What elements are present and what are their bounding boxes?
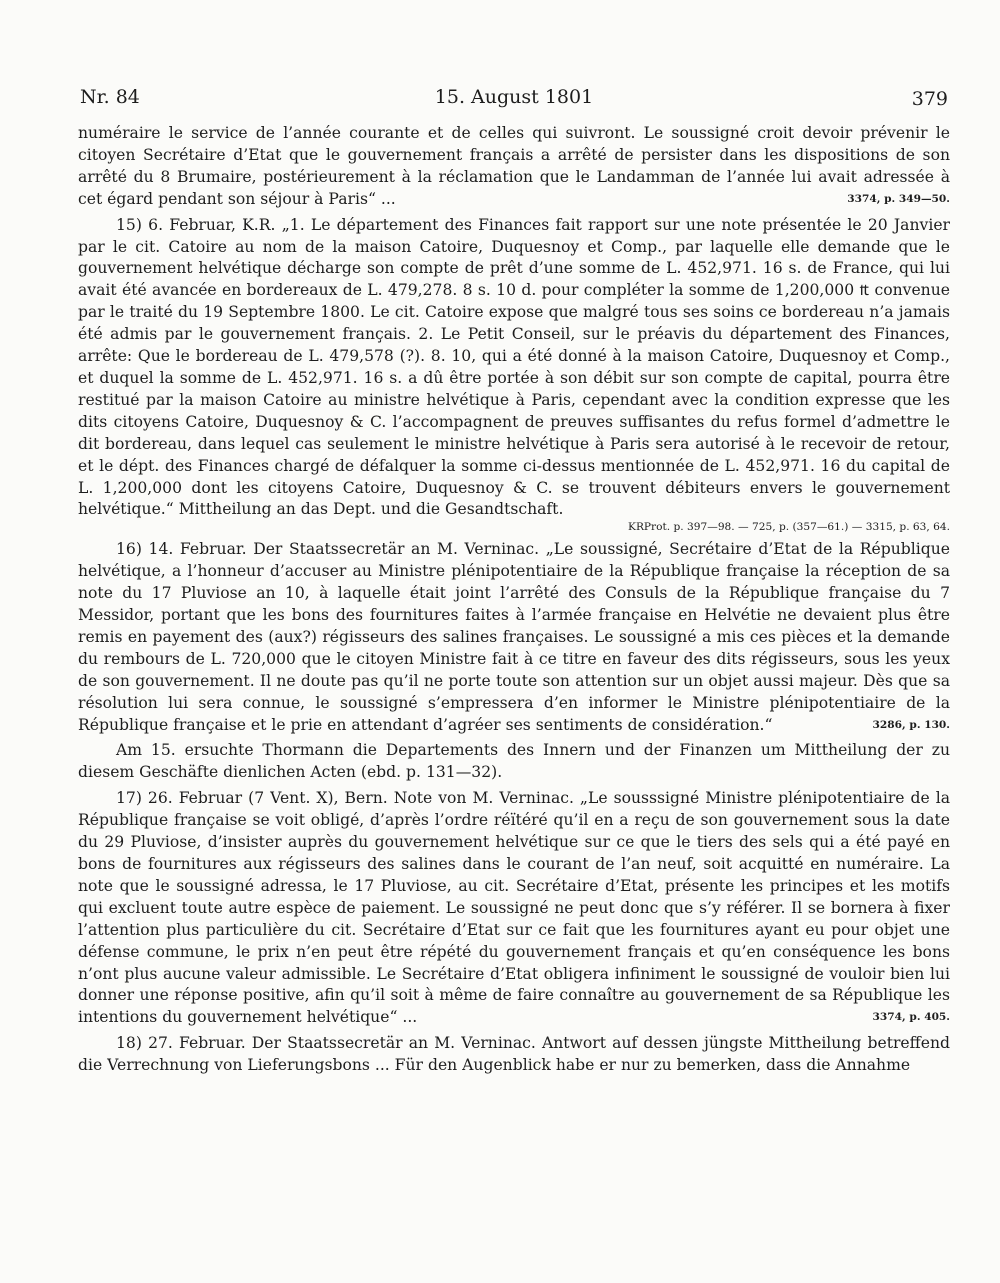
paragraph-entry-15	[78, 215, 950, 522]
paragraph-text: 15) 6. Februar, K.R. „1. Le département des Finances fait rapport sur une note présentée le 20 Janvier par le cit. Catoire au nom de la maison Catoire, Duquesnoy et Comp., par laquelle elle demande que le gouvernement helvétique décharge son compte de prêt d’une somme de L. 452,971. 16 s. de France, qui lui avait été avancée en bordereaux de L. 479,278. 8 s. 10 d. pour compléter la somme de 1,200,000 ₶ convenue par le traité du 19 Septembre 1800. Le cit. Catoire expose que malgré tous ses soins ce bordereau n’a jamais été admis par le gouvernement français. 2. Le Petit Conseil, sur le préavis du département des Finances, arrête: Que le bordereau de L. 479,578 (?). 8. 10, qui a été donné à la maison Catoire, Duquesnoy et Comp., et duquel la somme de L. 452,971. 16 s. a dû être portée à son débit sur son compte de capital, pourra être restitué par la maison Catoire au ministre helvétique à Paris, cependant avec la condition expresse que les dits citoyens Catoire, Duquesnoy & C. l’accompagnent de preuves suffisantes du refus formel d’admettre le dit bordereau, dans lequel cas seulement le ministre helvétique à Paris sera autorisé à le recevoir de retour, et le dépt. des Finances chargé de défalquer la somme ci-dessus mentionnée de L. 452,971. 16 du capital de L. 1,200,000 dont les citoyens Catoire, Duquesnoy & C. se trouvent débiteurs envers le gouvernement helvétique.“ Mittheilung an das Dept. und die Gesandtschaft.	[78, 215, 950, 519]
archive-reference: KRProt. p. 397—98. — 725, p. (357—61.) — 3315, p. 63, 64.	[628, 521, 950, 534]
document-number: Nr. 84	[80, 86, 140, 108]
archive-reference: 3374, p. 405.	[872, 1011, 950, 1024]
paragraph-text: 16) 14. Februar. Der Staatssecretär an M. Verninac. „Le soussigné, Secrétaire d’Etat de la République helvétique, a l’honneur d’accuser au Ministre plénipotentiaire de la République française la réception de sa note du 17 Pluviose an 10, à laquelle était joint l’arrêté des Consuls de la République française du 7 Messidor, portant que les bons des fournitures faites à l’armée française en Helvétie ne devaient plus être remis en payement des (aux?) régisseurs des salines françaises. Le soussigné a mis ces pièces et la demande du rembours de L. 720,000 que le citoyen Ministre fait à ce titre en faveur des dits régisseurs, sous les yeux de son gouvernement. Il ne doute pas qu’il ne porte toute son attention sur un objet aussi majeur. Dès que sa résolution lui sera connue, le soussigné s’empressera d’en informer le Ministre plénipotentiaire de la République française et le prie en attendant d’agréer ses sentiments de considération.“	[78, 540, 950, 734]
paragraph-continuation	[78, 123, 950, 211]
page-number: 379	[911, 88, 948, 110]
document-body	[78, 123, 950, 1077]
paragraph-text: Am 15. ersuchte Thormann die Departements des Innern und der Finanzen um Mittheilung der zu diesem Geschäfte dienlichen Acten (ebd. p. 131—32).	[78, 741, 950, 782]
paragraph-text: numéraire le service de l’année courante et de celles qui suivront. Le soussigné croit devoir prévenir le citoyen Secrétaire d’Etat que le gouvernement français a arrêté de persister dans les dispositions de son arrêté du 8 Brumaire, postérieurement à la réclamation que le Landamman de l’année lui avait adressée à cet égard pendant son séjour à Paris“ ...	[78, 124, 950, 208]
paragraph-entry-18	[78, 1033, 950, 1077]
page-header	[80, 86, 948, 114]
page-date: 15. August 1801	[434, 86, 594, 108]
archive-reference: 3374, p. 349—50.	[847, 192, 950, 205]
paragraph-entry-17	[78, 788, 950, 1029]
paragraph-entry-16	[78, 539, 950, 736]
archive-reference: 3286, p. 130.	[872, 718, 950, 731]
paragraph-text: 18) 27. Februar. Der Staatssecretär an M. Verninac. Antwort auf dessen jüngste Mittheilung betreffend die Verrechnung von Lieferungsbons ... Für den Augenblick habe er nur zu bemerken, dass die Annahme	[78, 1034, 950, 1075]
paragraph-note	[78, 740, 950, 784]
paragraph-text: 17) 26. Februar (7 Vent. X), Bern. Note von M. Verninac. „Le sousssigné Ministre plénipotentiaire de la République française se voit obligé, d’après l’ordre réïtéré qu’il en a reçu de son gouvernement sous la date du 29 Pluviose, d’insister auprès du gouvernement helvétique sur ce que le tiers des sels qui a été payé en bons de fournitures aux régisseurs des salines dans le courant de l’an neuf, soit acquitté en numéraire. La note que le soussigné adressa, le 17 Pluviose, au cit. Secrétaire d’Etat, présente les principes et les motifs qui excluent toute autre espèce de paiement. Le soussigné ne peut donc que s’y référer. Il se bornera à fixer l’attention plus particulière du cit. Secrétaire d’Etat sur ce fait que les fournitures ayant eu pour objet une défense commune, le prix n’en peut être répété du gouvernement français et qu’en conséquence les bons n’ont plus aucune valeur admissible. Le Secrétaire d’Etat obligera infiniment le soussigné de vouloir bien lui donner une réponse positive, afin qu’il soit à même de faire connaître au gouvernement de sa République les intentions du gouvernement helvétique“ ...	[78, 789, 950, 1027]
